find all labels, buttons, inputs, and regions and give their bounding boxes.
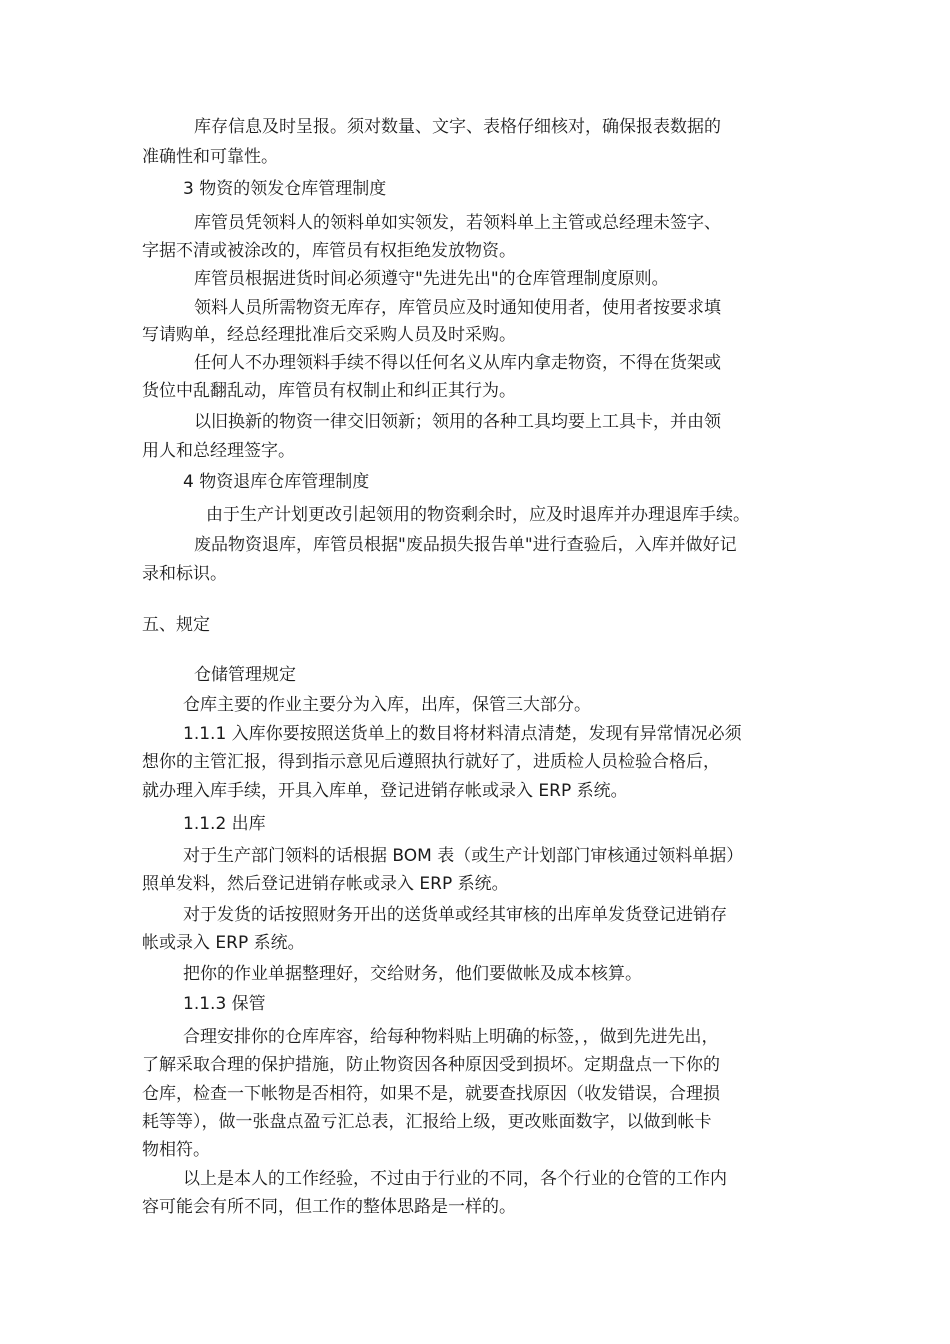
paragraph-line: 用人和总经理签字。 <box>142 441 295 461</box>
paragraph-line: 库存信息及时呈报。须对数量、文字、表格仔细核对，确保报表数据的 <box>194 117 721 137</box>
paragraph-line: 写请购单，经总经理批准后交采购人员及时采购。 <box>142 325 516 345</box>
paragraph-line: 把你的作业单据整理好，交给财务，他们要做帐及成本核算。 <box>183 964 642 984</box>
paragraph-line: 由于生产计划更改引起领用的物资剩余时，应及时退库并办理退库手续。 <box>206 505 750 525</box>
paragraph-line: 帐或录入 ERP 系统。 <box>142 933 305 953</box>
section-heading: 3 物资的领发仓库管理制度 <box>183 179 387 199</box>
paragraph-line: 以旧换新的物资一律交旧领新；领用的各种工具均要上工具卡，并由领 <box>194 412 721 432</box>
paragraph-line: 对于生产部门领料的话根据 BOM 表（或生产计划部门审核通过领料单据） <box>183 846 744 866</box>
paragraph-line: 字据不清或被涂改的，库管员有权拒绝发放物资。 <box>142 241 516 261</box>
paragraph-line: 准确性和可靠性。 <box>142 147 278 167</box>
paragraph-line: 任何人不办理领料手续不得以任何名义从库内拿走物资，不得在货架或 <box>194 353 721 373</box>
paragraph-line: 对于发货的话按照财务开出的送货单或经其审核的出库单发货登记进销存 <box>183 905 727 925</box>
chapter-heading: 五、规定 <box>142 615 210 635</box>
paragraph-line: 耗等等），做一张盘点盈亏汇总表，汇报给上级，更改账面数字，以做到帐卡 <box>142 1112 712 1132</box>
paragraph-line: 废品物资退库，库管员根据"废品损失报告单"进行查验后，入库并做好记 <box>194 535 737 555</box>
paragraph-line: 货位中乱翻乱动，库管员有权制止和纠正其行为。 <box>142 381 516 401</box>
paragraph-line: 想你的主管汇报，得到指示意见后遵照执行就好了，进质检人员检验合格后， <box>142 752 720 772</box>
paragraph-line: 仓库主要的作业主要分为入库，出库，保管三大部分。 <box>183 695 591 715</box>
paragraph-line: 就办理入库手续，开具入库单，登记进销存帐或录入 ERP 系统。 <box>142 781 628 801</box>
paragraph-line: 录和标识。 <box>142 564 227 584</box>
section-heading: 4 物资退库仓库管理制度 <box>183 472 370 492</box>
subsection-heading: 1.1.2 出库 <box>183 814 266 834</box>
subsection-heading: 1.1.3 保管 <box>183 994 266 1014</box>
paragraph-line: 库管员根据进货时间必须遵守"先进先出"的仓库管理制度原则。 <box>194 269 669 289</box>
paragraph-line: 仓库，检查一下帐物是否相符，如果不是，就要查找原因（收发错误，合理损 <box>142 1084 720 1104</box>
paragraph-line: 以上是本人的工作经验，不过由于行业的不同，各个行业的仓管的工作内 <box>183 1169 727 1189</box>
paragraph-line: 照单发料，然后登记进销存帐或录入 ERP 系统。 <box>142 874 509 894</box>
paragraph-line: 物相符。 <box>142 1140 210 1160</box>
paragraph-line: 容可能会有所不同，但工作的整体思路是一样的。 <box>142 1197 516 1217</box>
subtitle: 仓储管理规定 <box>194 665 296 685</box>
paragraph-line: 1.1.1 入库你要按照送货单上的数目将材料清点清楚，发现有异常情况必须 <box>183 724 742 744</box>
paragraph-line: 领料人员所需物资无库存，库管员应及时通知使用者，使用者按要求填 <box>194 298 721 318</box>
paragraph-line: 库管员凭领料人的领料单如实领发，若领料单上主管或总经理未签字、 <box>194 213 721 233</box>
paragraph-line: 了解采取合理的保护措施，防止物资因各种原因受到损坏。定期盘点一下你的 <box>142 1055 720 1075</box>
paragraph-line: 合理安排你的仓库库容，给每种物料贴上明确的标签，，做到先进先出， <box>183 1027 719 1047</box>
